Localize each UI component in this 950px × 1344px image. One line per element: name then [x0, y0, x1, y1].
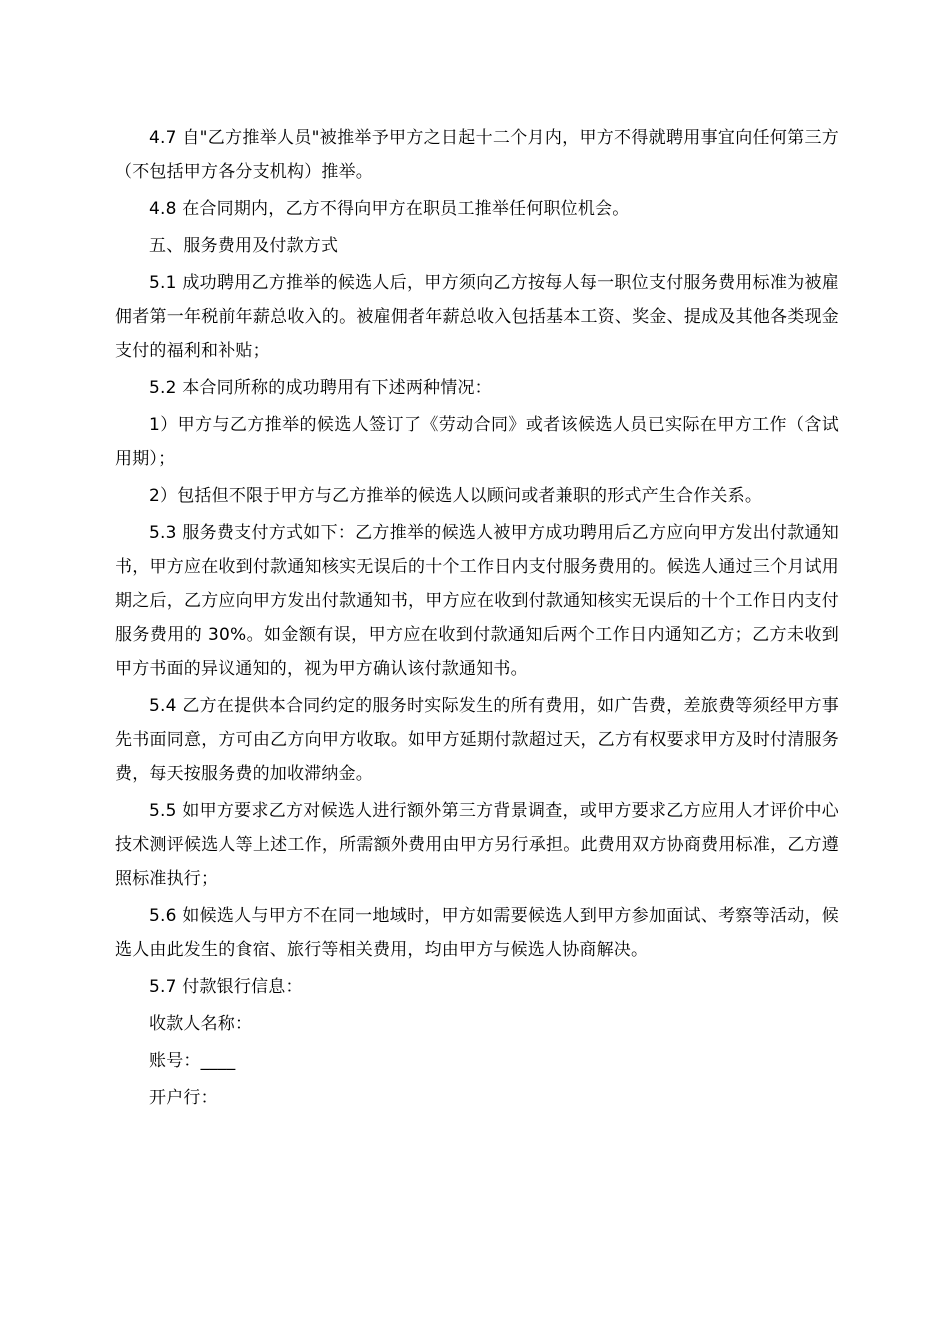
clause-5-6: 5.6 如候选人与甲方不在同一地域时，甲方如需要候选人到甲方参加面试、考察等活动，候选人由此发生的食宿、旅行等相关费用，均由甲方与候选人协商解决。 — [115, 906, 839, 960]
account-number-line: 账号：____ — [149, 1051, 236, 1071]
clause-5-5: 5.5 如甲方要求乙方对候选人进行额外第三方背景调查，或甲方要求乙方应用人才评价中心技术测评候选人等上述工作，所需额外费用由甲方另行承担。此费用双方协商费用标准，乙方遵照标准执行； — [115, 801, 839, 889]
clause-4-7: 4.7 自"乙方推举人员"被推举予甲方之日起十二个月内，甲方不得就聘用事宜向任何第三方（不包括甲方各分支机构）推举。 — [115, 128, 839, 182]
document-body — [115, 121, 839, 1115]
clause-4-8: 4.8 在合同期内，乙方不得向甲方在职员工推举任何职位机会。 — [149, 199, 630, 219]
clause-5-7: 5.7 付款银行信息： — [149, 977, 303, 997]
clause-5-3: 5.3 服务费支付方式如下：乙方推举的候选人被甲方成功聘用后乙方应向甲方发出付款通知书，甲方应在收到付款通知核实无误后的十个工作日内支付服务费用的。候选人通过三个月试用期之后，乙方应向甲方发出付款通知书，甲方应在收到付款通知核实无误后的十个工作日内支付服务费用的 30%。如金额有误，甲方应在收到付款通知后两个工作日内通知乙方；乙方未收到甲方书面的异议通知的，视为甲方确认该付款通知书。 — [115, 523, 839, 679]
clause-5-2-item-2: 2）包括但不限于甲方与乙方推举的候选人以顾问或者兼职的形式产生合作关系。 — [149, 486, 763, 506]
section-5-heading: 五、服务费用及付款方式 — [149, 236, 339, 256]
clause-5-2: 5.2 本合同所称的成功聘用有下述两种情况： — [149, 378, 492, 398]
clause-5-4: 5.4 乙方在提供本合同约定的服务时实际发生的所有费用，如广告费，差旅费等须经甲方事先书面同意，方可由乙方向甲方收取。如甲方延期付款超过天，乙方有权要求甲方及时付清服务费，每天按服务费的加收滞纳金。 — [115, 696, 839, 784]
bank-branch-line: 开户行： — [149, 1088, 218, 1108]
payee-name-line: 收款人名称： — [149, 1014, 253, 1034]
clause-5-1: 5.1 成功聘用乙方推举的候选人后，甲方须向乙方按每人每一职位支付服务费用标准为被雇佣者第一年税前年薪总收入的。被雇佣者年薪总收入包括基本工资、奖金、提成及其他各类现金支付的福利和补贴； — [115, 273, 839, 361]
clause-5-2-item-1: 1）甲方与乙方推举的候选人签订了《劳动合同》或者该候选人员已实际在甲方工作（含试用期）； — [115, 415, 839, 469]
